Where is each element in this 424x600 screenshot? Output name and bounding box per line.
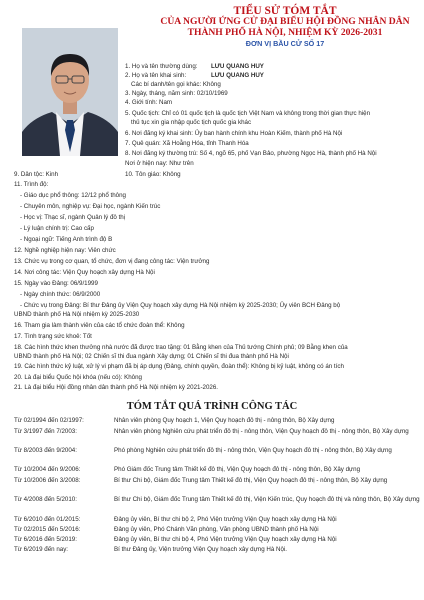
awards-line2: UBND thành phố Hà Nội; 02 Chiến sĩ thi đua ngành Xây dựng; 01 Chiến sĩ thi đua thành phố Hà Nội bbox=[14, 352, 289, 360]
education-heading: 11. Trình độ: bbox=[14, 181, 49, 188]
party-position bbox=[14, 302, 341, 319]
document-subtitle-line1: CỦA NGƯỜI ỨNG CỬ ĐẠI BIỂU HỘI ĐỒNG NHÂN DÂN bbox=[160, 16, 410, 27]
document-header bbox=[150, 6, 420, 49]
portrait-photo bbox=[22, 28, 118, 156]
career-period: Từ 02/2015 đến 5/2016: bbox=[14, 526, 81, 533]
birth-name-label: 2. Họ và tên khai sinh: bbox=[125, 72, 187, 79]
document-title: TIỂU SỬ TÓM TẮT bbox=[233, 5, 337, 17]
nationality-line1: 5. Quốc tịch: Chỉ có 01 quốc tịch là quốc tịch Việt Nam và không trong thời gian thực hiện bbox=[125, 110, 371, 117]
foreign-language: - Ngoại ngữ: Tiếng Anh trình độ B bbox=[20, 236, 113, 243]
career-description: Phó Giám đốc Trung tâm Thiết kế đô thị, Viện Quy hoạch đô thị - nông thôn, Bộ Xây dựng bbox=[114, 466, 361, 473]
organizations: 16. Tham gia làm thành viên của các tổ chức đoàn thể: Không bbox=[14, 322, 185, 329]
career-title: TÓM TẮT QUÁ TRÌNH CÔNG TÁC bbox=[126, 401, 298, 412]
career-period: Từ 3/1997 đến 7/2003: bbox=[14, 428, 77, 435]
date-of-birth: 3. Ngày, tháng, năm sinh: 02/10/1969 bbox=[125, 90, 228, 97]
party-position-line1: - Chức vụ trong Đảng: Bí thư Đảng ủy Viện Quy hoạch xây dựng Hà Nội nhiệm kỳ 2025-2030; Ủy viên BCH Đảng bộ bbox=[20, 302, 341, 309]
workplace: 14. Nơi công tác: Viện Quy hoạch xây dựng Hà Nội bbox=[14, 269, 155, 276]
career-period: Từ 10/2006 đến 3/2008: bbox=[14, 477, 81, 484]
religion: 10. Tôn giáo: Không bbox=[125, 171, 181, 178]
permanent-residence: 8. Nơi đăng ký thường trú: Số 4, ngõ 65, phố Vạn Bảo, phường Ngọc Hà, thành phố Hà Nội bbox=[125, 150, 377, 157]
career-description: Đảng ủy viên, Bí thư chi bộ 2, Phó Viện trưởng Viện Quy hoạch xây dựng Hà Nội bbox=[114, 516, 337, 523]
peoples-council-deputy: 21. Là đại biểu Hội đồng nhân dân thành phố Hà Nội nhiệm kỳ 2021-2026. bbox=[14, 384, 218, 391]
hometown: 7. Quê quán: Xã Hoằng Hóa, tỉnh Thanh Hóa bbox=[125, 140, 249, 147]
awards-line1: 18. Các hình thức khen thưởng nhà nước đã được trao tặng: 01 Bằng khen của Thủ tướng Chính phủ; 09 Bằng khen của bbox=[14, 344, 348, 351]
electoral-unit: ĐƠN VỊ BẦU CỬ SỐ 17 bbox=[245, 39, 325, 48]
full-name-label: 1. Họ và tên thường dùng: bbox=[125, 63, 198, 70]
birth-name: LƯU QUANG HUY bbox=[211, 72, 264, 79]
awards bbox=[14, 344, 348, 361]
ethnicity: 9. Dân tộc: Kinh bbox=[14, 171, 59, 178]
career-description: Phó phòng Nghiên cứu phát triển đô thị - nông thôn, Viện Quy hoạch đô thị - nông thôn, Bộ Xây dựng bbox=[114, 447, 392, 454]
nationality-line2: thủ tục xin gia nhập quốc tịch quốc gia khác bbox=[131, 118, 252, 126]
party-admission-date: 15. Ngày vào Đảng: 06/9/1999 bbox=[14, 280, 98, 287]
career-period: Từ 6/2019 đến nay: bbox=[14, 546, 69, 553]
career-description: Bí thư Đảng ủy, Viện trưởng Viện Quy hoạch xây dựng Hà Nội. bbox=[114, 546, 287, 553]
career-description: Nhân viên phòng Quy hoạch 1, Viện Quy hoạch đô thị - nông thôn, Bộ Xây dựng bbox=[114, 417, 335, 424]
career-period: Từ 6/2010 đến 01/2015: bbox=[14, 516, 81, 523]
birth-registration: 6. Nơi đăng ký khai sinh: Ủy ban hành chính khu Hoàn Kiếm, thành phố Hà Nội bbox=[125, 130, 343, 137]
gender: 4. Giới tính: Nam bbox=[125, 99, 173, 106]
current-residence: Nơi ở hiện nay: Như trên bbox=[125, 160, 194, 167]
health-status: 17. Tình trạng sức khoẻ: Tốt bbox=[14, 333, 92, 340]
career-period: Từ 10/2004 đến 9/2006: bbox=[14, 466, 81, 473]
national-assembly-deputy: 20. Là đại biểu Quốc hội khóa (nếu có): Không bbox=[14, 374, 142, 381]
party-official-date: - Ngày chính thức: 06/9/2000 bbox=[20, 291, 101, 298]
birth-name-row bbox=[125, 72, 186, 81]
full-name-row bbox=[125, 63, 198, 72]
professional-qualification: - Chuyên môn, nghiệp vụ: Đại học, ngành Kiến trúc bbox=[20, 203, 161, 210]
aliases: Các bí danh/tên gọi khác: Không bbox=[131, 81, 221, 88]
career-period: Từ 8/2003 đến 9/2004: bbox=[14, 447, 77, 454]
full-name-value bbox=[211, 63, 264, 72]
portrait-illustration bbox=[22, 28, 118, 156]
general-education: - Giáo dục phổ thông: 12/12 phổ thông bbox=[20, 192, 126, 199]
academic-degree: - Học vị: Thạc sĩ, ngành Quản lý đô thị bbox=[20, 214, 126, 221]
birth-name-value bbox=[211, 72, 264, 81]
party-position-line2: UBND thành phố Hà Nội nhiệm kỳ 2025-2030 bbox=[14, 310, 140, 318]
career-description: Đảng ủy viên, Bí thư chi bộ 4, Phó Viện trưởng Viện Quy hoạch xây dựng Hà Nội bbox=[114, 536, 337, 543]
career-description: Nhân viên phòng Nghiên cứu phát triển đô thị - nông thôn, Viện Quy hoạch đô thị - nông thôn, Bộ Xây dựng bbox=[114, 428, 409, 435]
career-description: Bí thư Chi bộ, Giám đốc Trung tâm Thiết kế đô thị, Viện Kiến trúc, Quy hoạch đô thị và nông thôn, Bộ Xây dựng bbox=[114, 496, 420, 503]
occupation: 12. Nghề nghiệp hiện nay: Viên chức bbox=[14, 247, 116, 254]
career-period: Từ 6/2016 đến 5/2019: bbox=[14, 536, 77, 543]
nationality bbox=[125, 110, 370, 127]
career-period: Từ 02/1994 đến 02/1997: bbox=[14, 417, 84, 424]
full-name: LƯU QUANG HUY bbox=[211, 63, 264, 70]
political-theory: - Lý luận chính trị: Cao cấp bbox=[20, 225, 94, 232]
career-period: Từ 4/2008 đến 5/2010: bbox=[14, 496, 77, 503]
career-description: Đảng ủy viên, Phó Chánh Văn phòng, Văn phòng UBND thành phố Hà Nội bbox=[114, 526, 319, 533]
position: 13. Chức vụ trong cơ quan, tổ chức, đơn vị đang công tác: Viện trưởng bbox=[14, 258, 210, 265]
document-subtitle-line2: THÀNH PHỐ HÀ NỘI, NHIỆM KỲ 2026-2031 bbox=[187, 26, 383, 38]
disciplinary-record: 19. Các hình thức kỷ luật, xử lý vi phạm đã bị áp dụng (Đảng, chính quyền, đoàn thể): Không bị kỷ luật, không có án tích bbox=[14, 363, 344, 370]
career-description: Bí thư Chi bộ, Giám đốc Trung tâm Thiết kế đô thị, Viện Quy hoạch đô thị - nông thôn, Bộ Xây dựng bbox=[114, 477, 388, 484]
